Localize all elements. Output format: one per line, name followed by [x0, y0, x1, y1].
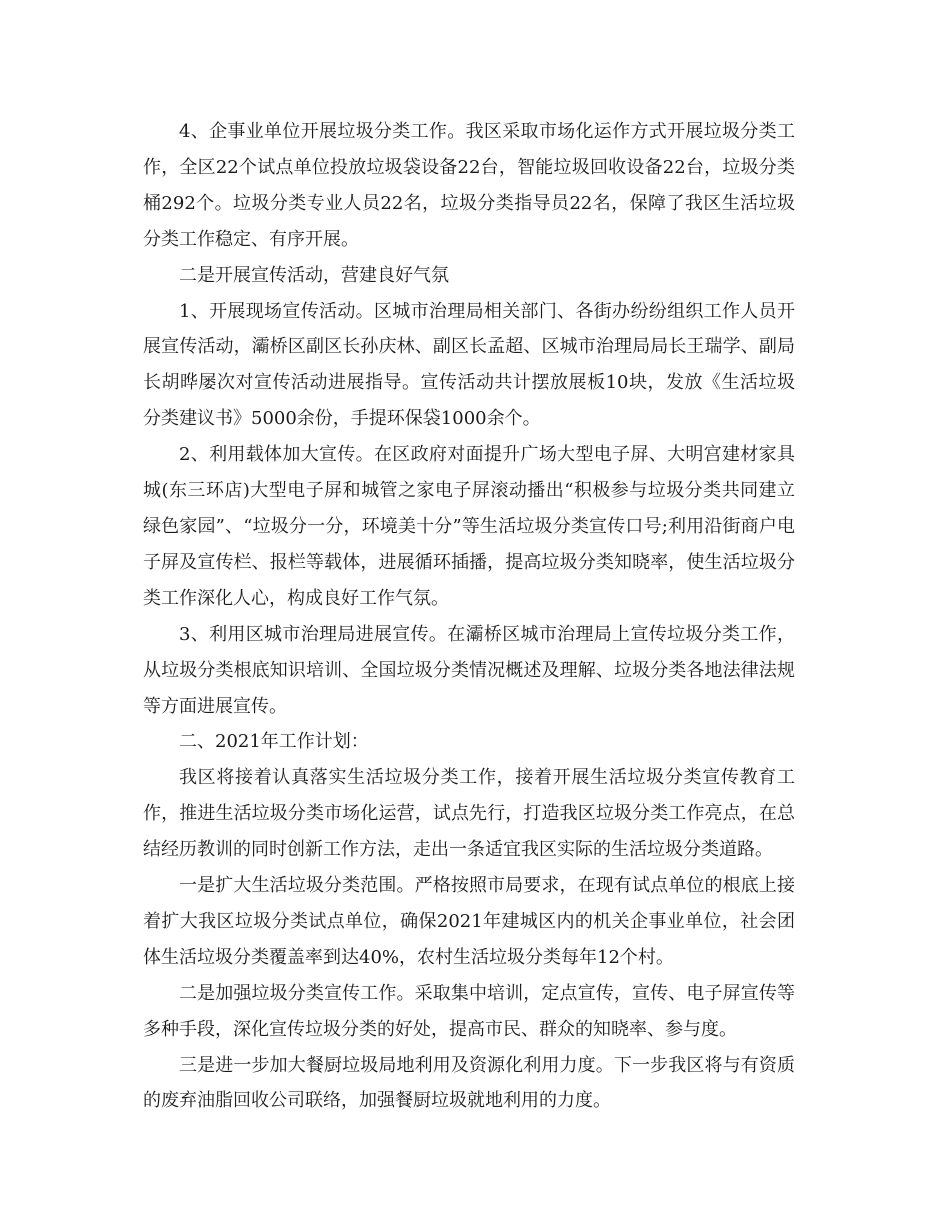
- paragraph-plan-strengthen-publicity: 二是加强垃圾分类宣传工作。采取集中培训，定点宣传，宣传、电子屏宣传等多种手段，深化宣传垃圾分类的好处，提高市民、群众的知晓率、参与度。: [143, 982, 795, 1040]
- paragraph-onsite-publicity: 1、开展现场宣传活动。区城市治理局相关部门、各街办纷纷组织工作人员开展宣传活动，灞桥区副区长孙庆林、副区长孟超、区城市治理局局长王瑞学、副局长胡晔屡次对宣传活动进展指导。宣传活动共计摆放展板10块，发放《生活垃圾分类建议书》5000余份，手提环保袋1000余个。: [143, 300, 795, 430]
- paragraph-heading-work-plan: 二、2021年工作计划：: [179, 731, 369, 753]
- paragraph-heading-publicity: 二是开展宣传活动，营建良好气氛: [179, 264, 449, 286]
- paragraph-enterprise-units: 4、企事业单位开展垃圾分类工作。我区采取市场化运作方式开展垃圾分类工作，全区22个试点单位投放垃圾袋设备22台，智能垃圾回收设备22台，垃圾分类桶292个。垃圾分类专业人员22名，垃圾分类指导员22名，保障了我区生活垃圾分类工作稳定、有序开展。: [143, 121, 795, 250]
- paragraph-plan-expand-scope: 一是扩大生活垃圾分类范围。严格按照市局要求，在现有试点单位的根底上接着扩大我区垃圾分类试点单位，确保2021年建城区内的机关企事业单位，社会团体生活垃圾分类覆盖率到达40%，农村生活垃圾分类每年12个村。: [143, 875, 795, 968]
- paragraph-plan-overview: 我区将接着认真落实生活垃圾分类工作，接着开展生活垃圾分类宣传教育工作，推进生活垃圾分类市场化运营，试点先行，打造我区垃圾分类工作亮点，在总结经历教训的同时创新工作方法，走出一条适宜我区实际的生活垃圾分类道路。: [143, 767, 795, 861]
- document-body: [143, 114, 795, 1119]
- paragraph-plan-kitchen-waste: 三是进一步加大餐厨垃圾局地利用及资源化利用力度。下一步我区将与有资质的废弃油脂回收公司联络，加强餐厨垃圾就地利用的力度。: [143, 1054, 795, 1112]
- paragraph-bureau-publicity: 3、利用区城市治理局进展宣传。在灞桥区城市治理局上宣传垃圾分类工作，从垃圾分类根底知识培训、全国垃圾分类情况概述及理解、垃圾分类各地法律法规等方面进展宣传。: [143, 623, 795, 717]
- paragraph-media-publicity: 2、利用载体加大宣传。在区政府对面提升广场大型电子屏、大明宫建材家具城(东三环店)大型电子屏和城管之家电子屏滚动播出“积极参与垃圾分类共同建立绿色家园”、“垃圾分一分，环境美十分”等生活垃圾分类宣传口号;利用沿街商户电子屏及宣传栏、报栏等载体，进展循环插播，提高垃圾分类知晓率，使生活垃圾分类工作深化人心，构成良好工作气氛。: [143, 444, 795, 609]
